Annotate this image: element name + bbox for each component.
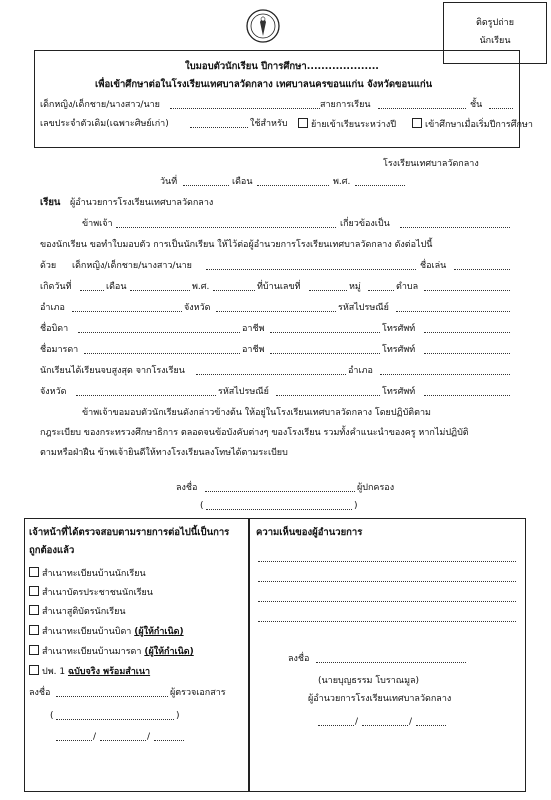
form-title: ใบมอบตัวนักเรียน ปีการศึกษา.................... bbox=[185, 61, 379, 72]
item-note: (ผู้ให้กำเนิด) bbox=[134, 627, 184, 637]
l6-field-a[interactable] bbox=[78, 323, 240, 333]
guardian-sign-role: ผู้ปกครอง bbox=[357, 483, 395, 493]
l4-label-e: หมู่ bbox=[349, 282, 361, 292]
checker-date-month[interactable] bbox=[100, 731, 146, 741]
date-slash: / bbox=[147, 732, 151, 742]
header-old-id-label: เลขประจำตัวเดิม(เฉพาะศิษย์เก่า) bbox=[40, 119, 169, 129]
director-sign-field[interactable] bbox=[316, 653, 466, 663]
date-month-label: เดือน bbox=[232, 177, 253, 187]
checker-date-day[interactable] bbox=[56, 731, 92, 741]
l8-label-b: อำเภอ bbox=[348, 366, 373, 376]
option-transfer[interactable] bbox=[298, 118, 396, 131]
l9-field-b[interactable] bbox=[276, 386, 380, 396]
l4-label-c: พ.ศ. bbox=[192, 282, 210, 292]
l9-field-a[interactable] bbox=[76, 386, 216, 396]
para-line3: ตามหรือฝ่าฝืน ข้าพเจ้ายินดีให้ทางโรงเรียนลงโทษได้ตามระเบียบ bbox=[40, 448, 288, 458]
checklist-item[interactable] bbox=[29, 625, 184, 638]
checker-sign-field[interactable] bbox=[56, 687, 168, 697]
l3-label-c: ชื่อเล่น bbox=[420, 261, 447, 271]
header-old-id-field[interactable] bbox=[190, 118, 248, 128]
school-logo-icon bbox=[245, 8, 281, 48]
l9-label-a: จังหวัด bbox=[40, 387, 67, 397]
l4-field-b[interactable] bbox=[130, 281, 190, 291]
checklist-item-label: ปพ. 1 bbox=[42, 667, 66, 677]
date-slash: / bbox=[409, 717, 413, 727]
guardian-sign-field[interactable] bbox=[205, 482, 355, 492]
l8-field-b[interactable] bbox=[380, 365, 510, 375]
checklist-item-label: สำเนาบัตรประชาชนนักเรียน bbox=[42, 588, 153, 598]
form-subtitle: เพื่อเข้าศึกษาต่อในโรงเรียนเทศบาลวัดกลาง เทศบาลนครขอนแก่น จังหวัดขอนแก่น bbox=[95, 79, 433, 90]
l5-field-a[interactable] bbox=[72, 302, 182, 312]
header-name-field[interactable] bbox=[170, 99, 320, 109]
l6-label-a: ชื่อบิดา bbox=[40, 324, 69, 334]
l5-field-b[interactable] bbox=[216, 302, 336, 312]
director-date-year[interactable] bbox=[416, 716, 446, 726]
transfer-checkbox[interactable] bbox=[298, 118, 308, 128]
checklist-item-label: สำเนาทะเบียนบ้านมารดา bbox=[42, 647, 142, 657]
date-day-label: วันที่ bbox=[160, 177, 178, 187]
director-date-month[interactable] bbox=[362, 716, 408, 726]
l1-label-b: เกี่ยวข้องเป็น bbox=[340, 219, 390, 229]
checkbox[interactable] bbox=[29, 645, 39, 655]
checklist-item[interactable] bbox=[29, 665, 150, 678]
para-line1: ข้าพเจ้าขอมอบตัวนักเรียนดังกล่าวข้างต้น ให้อยู่ในโรงเรียนเทศบาลวัดกลาง โดยปฏิบัติตาม bbox=[82, 408, 431, 418]
item-note: (ผู้ให้กำเนิด) bbox=[144, 647, 194, 657]
checklist-item[interactable] bbox=[29, 586, 153, 599]
checker-sign-label: ลงชื่อ bbox=[29, 688, 51, 698]
l1-label-a: ข้าพเจ้า bbox=[82, 219, 113, 229]
to-label: เรียน bbox=[40, 197, 61, 208]
checker-date-year[interactable] bbox=[154, 731, 184, 741]
director-sign-label: ลงชื่อ bbox=[288, 654, 310, 664]
checkbox[interactable] bbox=[29, 625, 39, 635]
option-start-label: เข้าศึกษาเมื่อเริ่มปีการศึกษา bbox=[425, 120, 533, 130]
l3-label-b: เด็กหญิง/เด็กชาย/นางสาว/นาย bbox=[72, 261, 192, 271]
header-usage-label: ใช้สำหรับ bbox=[250, 119, 288, 129]
director-name: (นายบุญธรรม โบราณมูล) bbox=[318, 676, 420, 686]
l9-label-c: โทรศัพท์ bbox=[382, 387, 416, 397]
l7-label-a: ชื่อมารดา bbox=[40, 345, 79, 355]
header-track-label: สายการเรียน bbox=[320, 100, 371, 110]
l9-label-b: รหัสไปรษณีย์ bbox=[218, 387, 269, 397]
checkbox[interactable] bbox=[29, 605, 39, 615]
l5-field-c[interactable] bbox=[396, 302, 510, 312]
checklist-item-label: สำเนาทะเบียนบ้านบิดา bbox=[42, 627, 132, 637]
l3-field-nickname[interactable] bbox=[454, 260, 510, 270]
header-grade-label: ชั้น bbox=[470, 100, 483, 110]
header-track-field[interactable] bbox=[378, 99, 466, 109]
l4-field-c[interactable] bbox=[213, 281, 255, 291]
para-line2: กฎระเบียบ ของกระทรวงศึกษาธิการ ตลอดจนข้อบังคับต่างๆ ของโรงเรียน รวมทั้งคำแนะนำของครู หากไม่ปฏิบัติ bbox=[40, 428, 469, 438]
director-comment-line-2[interactable] bbox=[258, 572, 516, 582]
l4-field-d[interactable] bbox=[309, 281, 347, 291]
l1-field-b[interactable] bbox=[400, 218, 510, 228]
date-slash: / bbox=[93, 732, 97, 742]
checklist-item-label: สำเนาทะเบียนบ้านนักเรียน bbox=[42, 569, 146, 579]
checklist-item[interactable] bbox=[29, 645, 194, 658]
header-grade-field[interactable] bbox=[489, 99, 513, 109]
checklist-item-label: สำเนาสูติบัตรนักเรียน bbox=[42, 607, 126, 617]
director-comment-line-3[interactable] bbox=[258, 592, 516, 602]
letter-school: โรงเรียนเทศบาลวัดกลาง bbox=[383, 159, 479, 169]
item-note: ฉบับจริง พร้อมสำเนา bbox=[67, 667, 151, 677]
l6-field-b[interactable] bbox=[270, 323, 380, 333]
l6-label-c: โทรศัพท์ bbox=[382, 324, 416, 334]
header-name-label: เด็กหญิง/เด็กชาย/นางสาว/นาย bbox=[40, 100, 160, 110]
checkbox[interactable] bbox=[29, 665, 39, 675]
option-transfer-label: ย้ายเข้าเรียนระหว่างปี bbox=[311, 120, 397, 130]
checker-name-field[interactable] bbox=[56, 710, 174, 720]
l4-label-b: เดือน bbox=[106, 282, 127, 292]
l7-field-a[interactable] bbox=[84, 344, 240, 354]
l3-label-a: ด้วย bbox=[40, 261, 57, 271]
date-slash: / bbox=[355, 717, 359, 727]
l5-label-b: จังหวัด bbox=[184, 303, 211, 313]
date-year-field[interactable] bbox=[355, 176, 405, 186]
l3-field-name[interactable] bbox=[206, 260, 416, 270]
date-month-field[interactable] bbox=[257, 176, 329, 186]
to-text: ผู้อำนวยการโรงเรียนเทศบาลวัดกลาง bbox=[70, 198, 214, 208]
checklist-heading-1: เจ้าหน้าที่ได้ตรวจสอบตามรายการต่อไปนี้เป็นการ bbox=[29, 527, 230, 538]
director-date-day[interactable] bbox=[318, 716, 354, 726]
l5-label-c: รหัสไปรษณีย์ bbox=[338, 303, 389, 313]
date-day-field[interactable] bbox=[183, 176, 229, 186]
checkbox[interactable] bbox=[29, 586, 39, 596]
checker-name-open: ( bbox=[50, 711, 54, 721]
l8-label-a: นักเรียนได้เรียนจบสูงสุด จากโรงเรียน bbox=[40, 366, 185, 376]
checker-sign-role: ผู้ตรวจเอกสาร bbox=[170, 688, 226, 698]
director-title: ผู้อำนวยการโรงเรียนเทศบาลวัดกลาง bbox=[308, 694, 452, 704]
l7-label-b: อาชีพ bbox=[242, 345, 265, 355]
l6-field-c[interactable] bbox=[424, 323, 510, 333]
date-year-label: พ.ศ. bbox=[333, 177, 351, 187]
l1-field-a[interactable] bbox=[116, 218, 336, 228]
l4-label-d: ที่บ้านเลขที่ bbox=[257, 282, 301, 292]
director-comment-line-1[interactable] bbox=[258, 552, 516, 562]
l4-label-a: เกิดวันที่ bbox=[40, 282, 72, 292]
l4-field-f[interactable] bbox=[424, 281, 510, 291]
l4-field-e[interactable] bbox=[368, 281, 394, 291]
l7-field-c[interactable] bbox=[424, 344, 510, 354]
checker-name-close: ) bbox=[176, 711, 180, 721]
guardian-name-field[interactable] bbox=[206, 500, 352, 510]
start-checkbox[interactable] bbox=[412, 118, 422, 128]
director-comment-line-4[interactable] bbox=[258, 612, 516, 622]
director-heading: ความเห็นของผู้อำนวยการ bbox=[256, 527, 363, 538]
checkbox[interactable] bbox=[29, 567, 39, 577]
option-start[interactable] bbox=[412, 118, 533, 131]
photo-label-line2: นักเรียน bbox=[479, 36, 511, 46]
checklist-item[interactable] bbox=[29, 605, 126, 618]
guardian-name-open: ( bbox=[200, 501, 204, 511]
checklist-item[interactable] bbox=[29, 567, 146, 580]
l7-field-b[interactable] bbox=[270, 344, 380, 354]
photo-label-line1: ติดรูปถ่าย bbox=[475, 18, 514, 28]
l8-field-a[interactable] bbox=[196, 365, 346, 375]
l7-label-c: โทรศัพท์ bbox=[382, 345, 416, 355]
checklist-heading-2: ถูกต้องแล้ว bbox=[29, 545, 75, 556]
guardian-sign-label: ลงชื่อ bbox=[176, 483, 198, 493]
l4-field-a[interactable] bbox=[80, 281, 104, 291]
l6-label-b: อาชีพ bbox=[242, 324, 265, 334]
l4-label-f: ตำบล bbox=[396, 282, 419, 292]
l9-field-c[interactable] bbox=[424, 386, 510, 396]
l2-text: ของนักเรียน ขอทำใบมอบตัว การเป็นนักเรียน ให้ไว้ต่อผู้อำนวยการโรงเรียนเทศบาลวัดกลาง ดังต่อไปนี้ bbox=[40, 240, 433, 250]
l5-label-a: อำเภอ bbox=[40, 303, 65, 313]
guardian-name-close: ) bbox=[354, 501, 358, 511]
